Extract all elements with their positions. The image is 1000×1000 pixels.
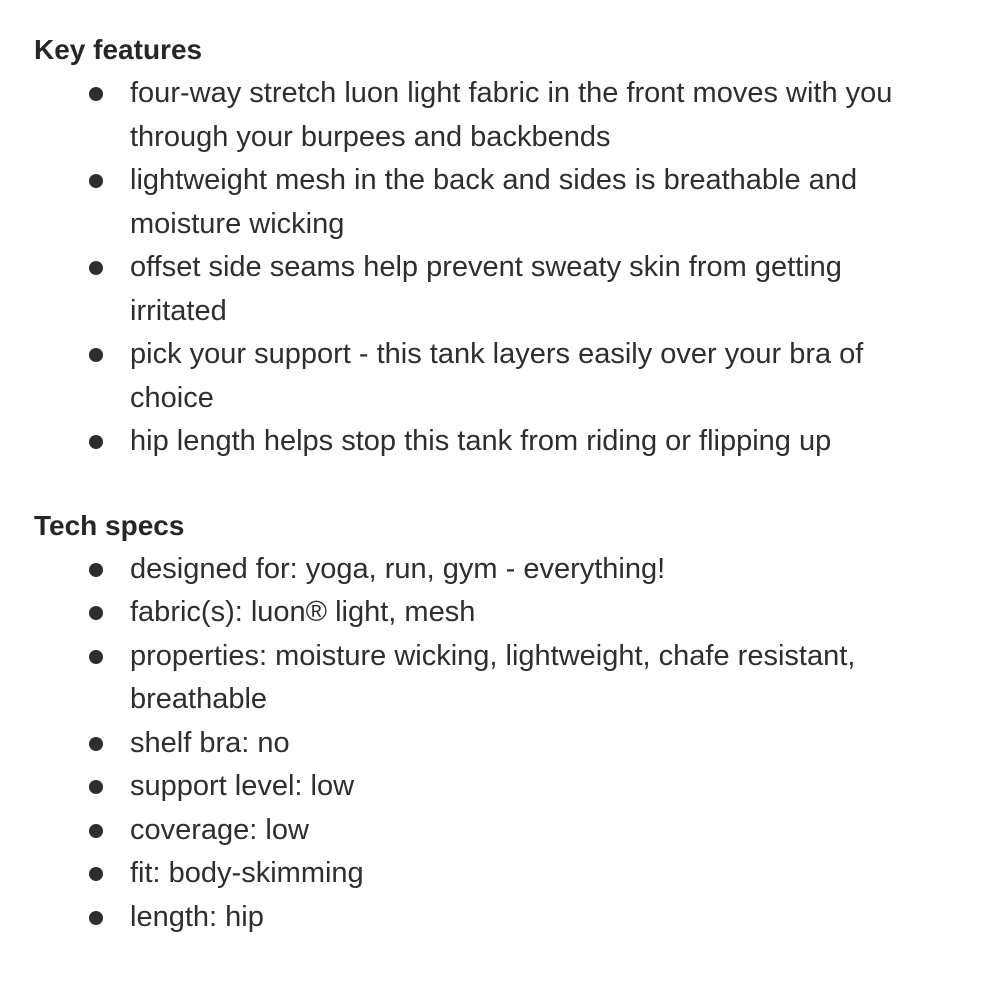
list-item-text: shelf bra: no	[130, 726, 290, 759]
list-item	[130, 896, 940, 940]
list-item	[130, 548, 940, 592]
bullet-icon	[89, 606, 103, 620]
bullet-icon	[89, 911, 103, 925]
key-features-section	[34, 28, 940, 464]
bullet-icon	[89, 824, 103, 838]
list-item-text: hip length helps stop this tank from riding or flipping up	[130, 425, 832, 457]
key-features-heading: Key features	[34, 34, 203, 65]
list-item-text: offset side seams help prevent sweaty skin from getting irritated	[130, 251, 842, 327]
bullet-icon	[89, 780, 103, 794]
list-item-text: four-way stretch luon light fabric in the front moves with you through your burpees and backbends	[130, 77, 893, 153]
list-item	[130, 809, 940, 853]
list-item	[130, 852, 940, 896]
list-item	[130, 420, 940, 464]
list-item-text: pick your support - this tank layers easily over your bra of choice	[130, 338, 864, 414]
list-item	[130, 722, 940, 766]
list-item	[130, 159, 940, 246]
list-item-text: support level: low	[130, 770, 355, 802]
list-item-text: designed for: yoga, run, gym - everything!	[130, 552, 666, 585]
list-item-text: lightweight mesh in the back and sides is breathable and moisture wicking	[130, 164, 858, 240]
bullet-icon	[89, 737, 103, 751]
list-item	[130, 333, 940, 420]
tech-specs-section	[34, 504, 940, 940]
bullet-icon	[89, 867, 103, 881]
list-item-text: coverage: low	[130, 813, 309, 846]
list-item-text: length: hip	[130, 900, 264, 933]
bullet-icon	[89, 87, 103, 101]
list-item-text: fit: body-skimming	[130, 857, 364, 889]
list-item	[130, 72, 940, 159]
tech-specs-list	[34, 548, 940, 940]
bullet-icon	[89, 435, 103, 449]
bullet-icon	[89, 261, 103, 275]
tech-specs-heading: Tech specs	[34, 509, 185, 541]
bullet-icon	[89, 650, 103, 664]
bullet-icon	[89, 563, 103, 577]
key-features-list	[34, 72, 940, 464]
bullet-icon	[89, 348, 103, 362]
list-item	[130, 246, 940, 333]
bullet-icon	[89, 174, 103, 188]
list-item	[130, 765, 940, 809]
list-item	[130, 635, 940, 722]
list-item-text: fabric(s): luon® light, mesh	[130, 596, 476, 628]
list-item	[130, 591, 940, 635]
list-item-text: properties: moisture wicking, lightweight, chafe resistant, breathable	[130, 639, 856, 715]
